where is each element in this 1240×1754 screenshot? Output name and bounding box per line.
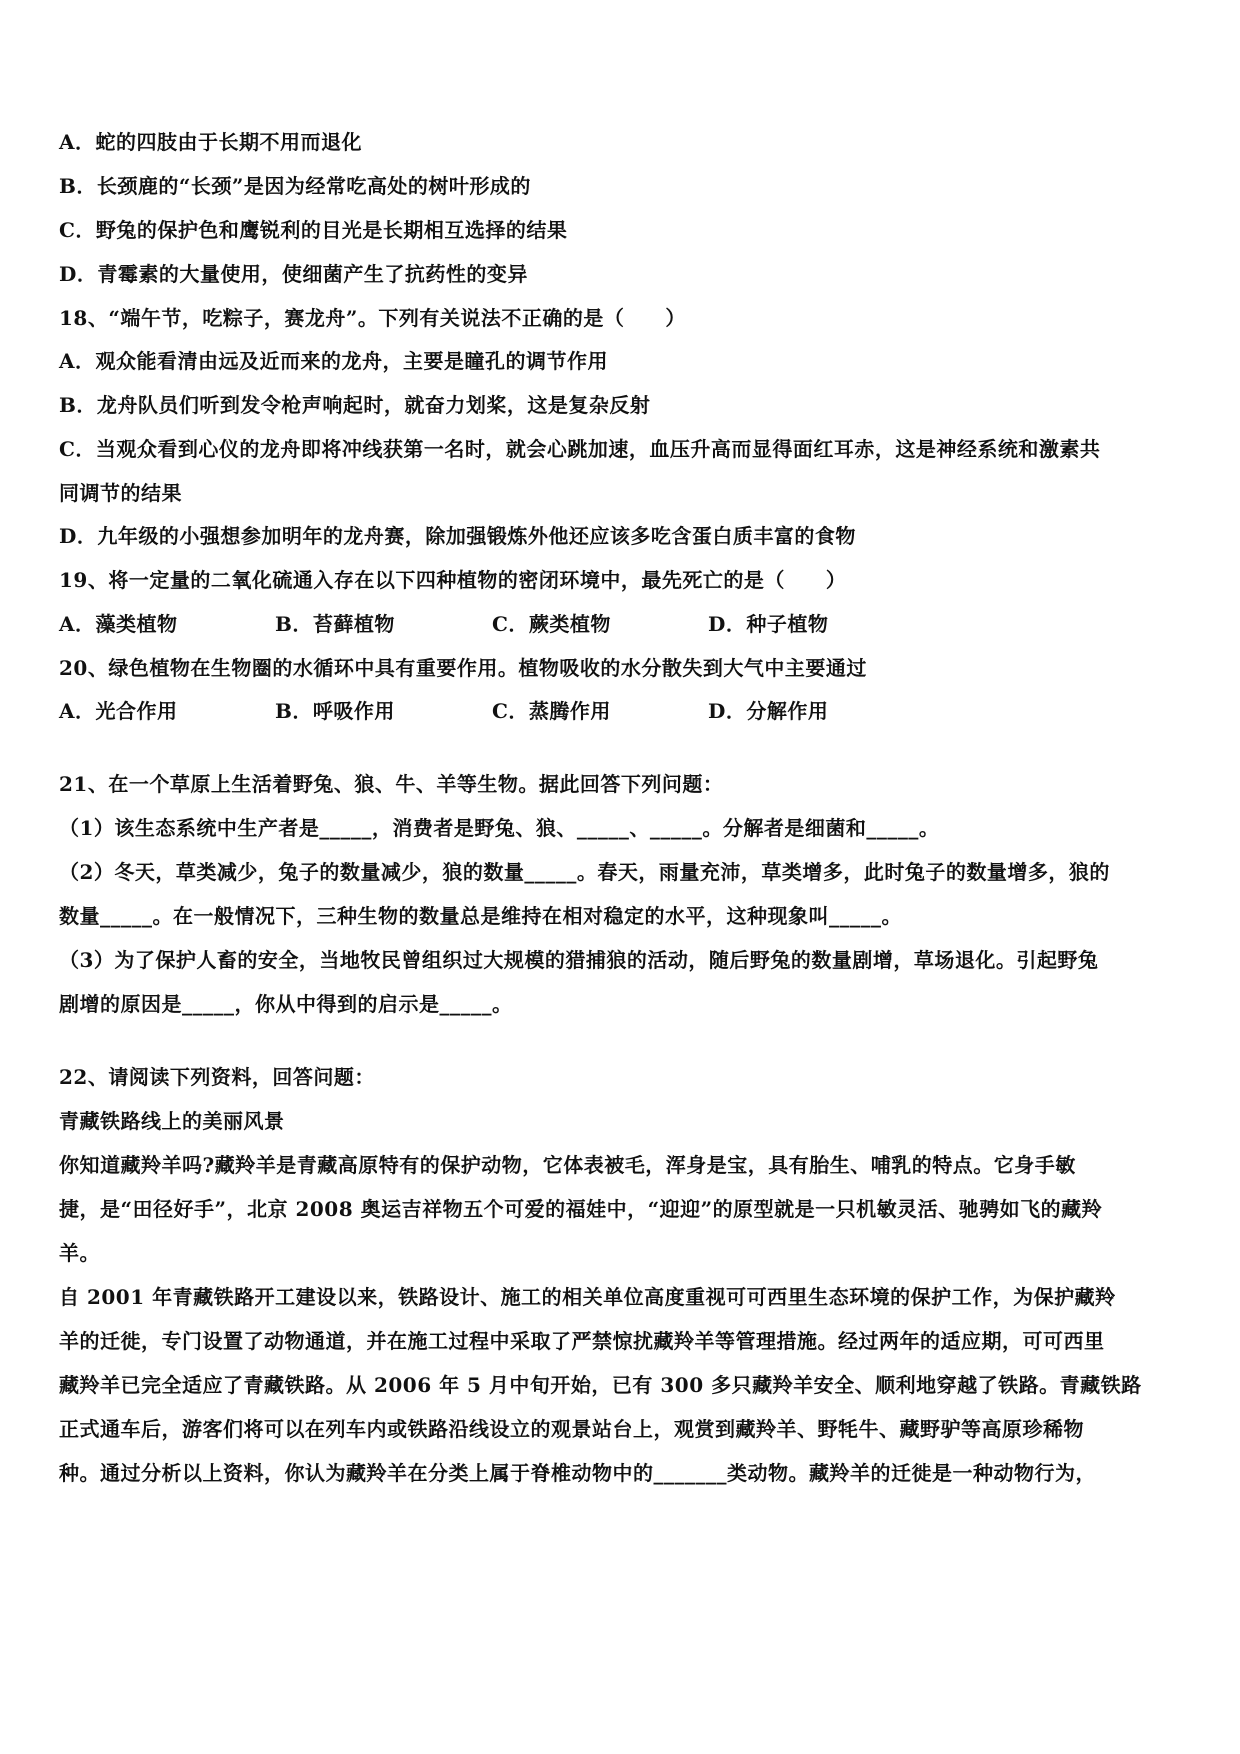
q20-option-d: D．分解作用 — [708, 699, 829, 723]
q19-option-c: C．蕨类植物 — [492, 612, 611, 636]
q17-option-d: D．青霉素的大量使用，使细菌产生了抗药性的变异 — [59, 262, 528, 286]
q18-stem: 18、“端午节，吃粽子，赛龙舟”。下列有关说法不正确的是（ ） — [59, 306, 686, 330]
q22-stem: 22、请阅读下列资料，回答问题： — [59, 1065, 375, 1089]
q21-stem: 21、在一个草原上生活着野兔、狼、牛、羊等生物。据此回答下列问题： — [59, 772, 724, 796]
q21-part1: （1）该生态系统中生产者是_____，消费者是野兔、狼、_____、_____。分解者是细菌和_____。 — [59, 816, 940, 840]
q22-paragraph-1-line-3: 羊。 — [59, 1241, 100, 1265]
q18-option-b: B．龙舟队员们听到发令枪声响起时，就奋力划桨，这是复杂反射 — [59, 393, 651, 417]
q19-options — [59, 610, 1180, 638]
q17-option-c: C．野兔的保护色和鹰锐利的目光是长期相互选择的结果 — [59, 218, 568, 242]
q19-option-b: B．苔藓植物 — [275, 612, 395, 636]
q21-part3-cont: 剧增的原因是_____，你从中得到的启示是_____。 — [59, 992, 513, 1016]
q22-material-title: 青藏铁路线上的美丽风景 — [59, 1109, 285, 1133]
q20-option-c: C．蒸腾作用 — [492, 699, 611, 723]
q19-stem: 19、将一定量的二氧化硫通入存在以下四种植物的密闭环境中，最先死亡的是（ ） — [59, 568, 847, 592]
q18-option-a: A．观众能看清由远及近而来的龙舟，主要是瞳孔的调节作用 — [59, 349, 609, 373]
q20-stem: 20、绿色植物在生物圈的水循环中具有重要作用。植物吸收的水分散失到大气中主要通过 — [59, 656, 867, 680]
q19-option-d: D．种子植物 — [708, 612, 829, 636]
q20-options — [59, 697, 1180, 725]
q22-paragraph-1-line-1: 你知道藏羚羊吗?藏羚羊是青藏高原特有的保护动物，它体表被毛，浑身是宝，具有胎生、哺乳的特点。它身手敏 — [59, 1153, 1076, 1177]
q21-part3: （3）为了保护人畜的安全，当地牧民曾组织过大规模的猎捕狼的活动，随后野兔的数量剧增，草场退化。引起野兔 — [59, 948, 1099, 972]
q22-paragraph-2-line-5: 种。通过分析以上资料，你认为藏羚羊在分类上属于脊椎动物中的_______类动物。藏羚羊的迁徙是一种动物行为， — [59, 1461, 1096, 1485]
q22-paragraph-1-line-2: 捷，是“田径好手”，北京 2008 奥运吉祥物五个可爱的福娃中，“迎迎”的原型就是一只机敏灵活、驰骋如飞的藏羚 — [59, 1197, 1103, 1221]
q22-paragraph-2-line-4: 正式通车后，游客们将可以在列车内或铁路沿线设立的观景站台上，观赏到藏羚羊、野牦牛、藏野驴等高原珍稀物 — [59, 1417, 1084, 1441]
q22-paragraph-2-line-2: 羊的迁徙，专门设置了动物通道，并在施工过程中采取了严禁惊扰藏羚羊等管理措施。经过两年的适应期，可可西里 — [59, 1329, 1105, 1353]
q20-option-b: B．呼吸作用 — [275, 699, 395, 723]
q20-option-a: A．光合作用 — [59, 699, 178, 723]
q17-option-a: A．蛇的四肢由于长期不用而退化 — [59, 130, 363, 154]
q21-part2: （2）冬天，草类减少，兔子的数量减少，狼的数量_____。春天，雨量充沛，草类增多，此时兔子的数量增多，狼的 — [59, 860, 1110, 884]
q22-paragraph-2-line-3: 藏羚羊已完全适应了青藏铁路。从 2006 年 5 月中旬开始，已有 300 多只藏羚羊安全、顺利地穿越了铁路。青藏铁路 — [59, 1373, 1142, 1397]
q18-option-d: D．九年级的小强想参加明年的龙舟赛，除加强锻炼外他还应该多吃含蛋白质丰富的食物 — [59, 524, 856, 548]
q22-paragraph-2-line-1: 自 2001 年青藏铁路开工建设以来，铁路设计、施工的相关单位高度重视可可西里生态环境的保护工作，为保护藏羚 — [59, 1285, 1116, 1309]
q17-option-b: B．长颈鹿的“长颈”是因为经常吃高处的树叶形成的 — [59, 174, 531, 198]
q18-option-c-cont: 同调节的结果 — [59, 481, 182, 505]
q18-option-c: C．当观众看到心仪的龙舟即将冲线获第一名时，就会心跳加速，血压升高而显得面红耳赤，这是神经系统和激素共 — [59, 437, 1101, 461]
q21-part2-cont: 数量_____。在一般情况下，三种生物的数量总是维持在相对稳定的水平，这种现象叫_____。 — [59, 904, 902, 928]
q19-option-a: A．藻类植物 — [59, 612, 178, 636]
